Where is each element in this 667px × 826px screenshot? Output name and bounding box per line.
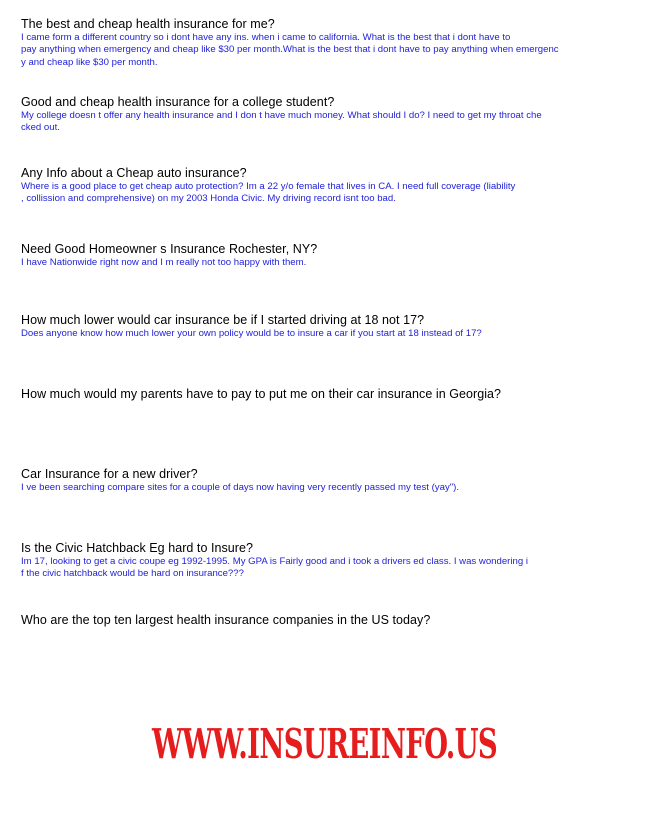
question-title: Need Good Homeowner s Insurance Rochester, NY? (21, 242, 318, 256)
banner-url-text[interactable]: WWW.INSUREINFO.US (152, 720, 498, 768)
question-block (21, 387, 613, 402)
question-block (21, 95, 613, 135)
question-body: I have Nationwide right now and I m really not too happy with them. (21, 257, 307, 268)
question-title: How much lower would car insurance be if I started driving at 18 not 17? (21, 313, 425, 327)
question-title: How much would my parents have to pay to put me on their car insurance in Georgia? (21, 387, 502, 401)
question-body: I came form a different country so i dont have any ins. when i came to california. What is the best that i dont have to pay anything when emergency and cheap like $30 per month.What is the best that i dont have to pay anything when emergenc y and cheap like $30 per month. (21, 32, 559, 68)
question-body: My college doesn t offer any health insurance and I don t have much money. What should I do? I need to get my throat che cked out. (21, 110, 542, 134)
question-title: Who are the top ten largest health insurance companies in the US today? (21, 613, 431, 627)
question-body: Does anyone know how much lower your own policy would be to insure a car if you start at 18 instead of 17? (21, 328, 482, 339)
question-block (21, 541, 613, 581)
question-block (21, 166, 613, 206)
question-body: Im 17, looking to get a civic coupe eg 1992-1995. My GPA is Fairly good and i took a drivers ed class. I was wondering i f the civic hatchback would be hard on insurance??? (21, 556, 528, 580)
question-block (21, 613, 613, 628)
question-body: I ve been searching compare sites for a couple of days now having very recently passed my test (yay"). (21, 482, 460, 493)
question-body: Where is a good place to get cheap auto protection? Im a 22 y/o female that lives in CA. I need full coverage (liability , collission and comprehensive) on my 2003 Honda Civic. My driving record isnt too bad. (21, 181, 516, 205)
question-block (21, 242, 613, 269)
question-title: The best and cheap health insurance for me? (21, 17, 275, 31)
site-banner[interactable] (152, 718, 498, 770)
question-block (21, 313, 613, 340)
question-block (21, 17, 613, 69)
question-title: Car Insurance for a new driver? (21, 467, 198, 481)
question-title: Good and cheap health insurance for a college student? (21, 95, 335, 109)
question-title: Is the Civic Hatchback Eg hard to Insure? (21, 541, 254, 555)
question-title: Any Info about a Cheap auto insurance? (21, 166, 247, 180)
question-block (21, 467, 613, 494)
